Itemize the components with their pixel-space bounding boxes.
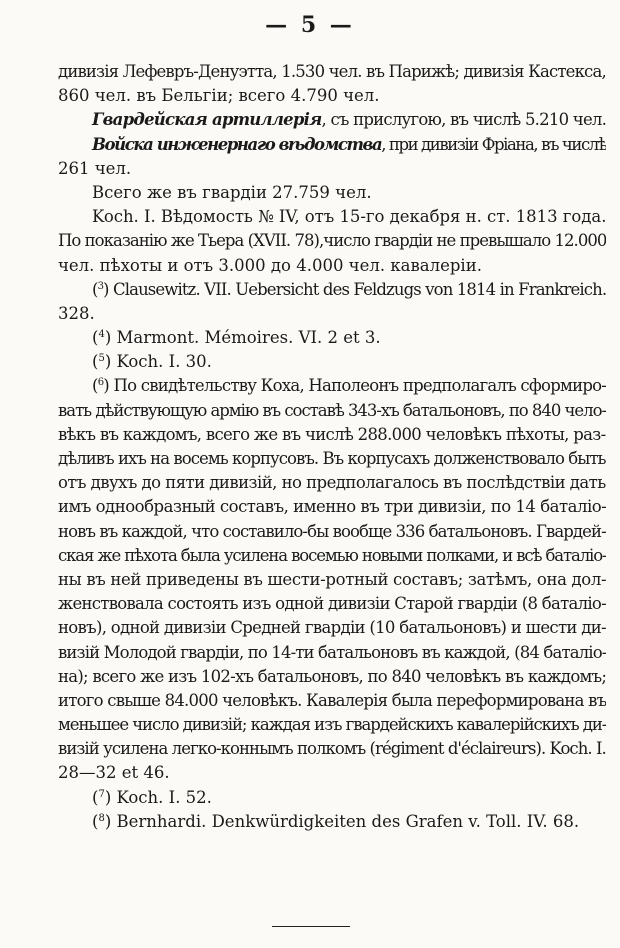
footnote-3: ($^3$) Clausewitz. VII. Uebersicht des Feldzugs von 1814 in Frankreich. [92, 279, 606, 299]
footnote-text: Marmont. Mémoires. VI. 2 et 3. [111, 328, 381, 348]
text-line: 28—32 et 46. [58, 763, 170, 783]
text-line: чел. пѣхоты и отъ 3.000 до 4.000 чел. кавалеріи. [58, 255, 482, 275]
footnote-text: Bernhardi. Denkwürdigkeiten des Grafen v. Toll. IV. 68. [111, 811, 580, 831]
footnote-marker: 5 [98, 353, 105, 365]
text-span: , съ прислугою, въ числѣ 5.210 чел. [321, 110, 606, 130]
footnote-marker: 6 [97, 377, 104, 389]
text-line: отъ двухъ до пяти дивизій, но предполагалось въ послѣдствіи дать [58, 473, 606, 493]
footnote-text: Clausewitz. VII. Uebersicht des Feldzugs von 1814 in Frankreich. [108, 279, 606, 299]
text-line: имъ однообразный составъ, именно въ три дивизіи, по 14 баталіо- [58, 497, 606, 517]
text-span: , при дивизіи Фріана, въ числѣ [381, 134, 606, 154]
text-line: новъ), одной дивизіи Средней гвардіи (10 батальоновъ) и шести ди- [58, 618, 606, 638]
footnote-marker: 8 [98, 812, 105, 824]
text-line: меньшее число дивизій; каждая изъ гвардейскихъ кавалерійскихъ ди- [58, 715, 606, 735]
footnote-7: ($^7$) Koch. I. 52. [92, 787, 212, 807]
footnote-marker: 4 [98, 329, 105, 341]
footnote-8: ($^8$) Bernhardi. Denkwürdigkeiten des Grafen v. Toll. IV. 68. [92, 811, 580, 831]
text-line: вать дѣйствующую армію въ составѣ 343-хъ батальоновъ, по 840 чело- [58, 400, 606, 420]
text-line: Всего же въ гвардіи 27.759 чел. [92, 182, 372, 202]
text-line: на); всего же изъ 102-хъ батальоновъ, по 840 человѣкъ въ каждомъ; [58, 666, 606, 686]
text-line: вѣкъ въ каждомъ, всего же въ числѣ 288.000 человѣкъ пѣхоты, раз- [58, 424, 606, 444]
footnote-6: ($^6$) По свидѣтельству Коха, Наполеонъ предполагалъ сформиро- [92, 376, 606, 396]
footnote-marker: 7 [98, 788, 105, 800]
text-line: визій Молодой гвардіи, по 14-ти батальоновъ въ каждой, (84 баталіо- [58, 642, 606, 662]
text-line: 328. [58, 303, 95, 323]
footnote-4: ($^4$) Marmont. Mémoires. VI. 2 et 3. [92, 328, 381, 348]
closing-rule [272, 926, 350, 927]
footnote-text: По свидѣтельству Коха, Наполеонъ предполагалъ сформиро- [108, 376, 606, 396]
page-body [58, 60, 606, 834]
text-line: дивизія Лефевръ-Денуэтта, 1.530 чел. въ Парижѣ; дивизія Кастекса, [58, 62, 606, 81]
text-line: По показанію же Тьера (XVII. 78),число гвардіи не превышало 12.000 [58, 231, 606, 251]
italic-heading: Гвардейская артиллерія [92, 110, 322, 130]
footnote-5: ($^5$) Koch. I. 30. [92, 352, 212, 372]
footnote-marker: 3 [97, 280, 104, 292]
footnote-text: Koch. I. 30. [111, 352, 212, 372]
text-line [58, 133, 606, 157]
text-line: новъ въ каждой, что составило-бы вообще 336 батальоновъ. Гвардей- [58, 521, 606, 541]
text-line: дѣливъ ихъ на восемь корпусовъ. Въ корпусахъ долженствовало быть [58, 449, 606, 468]
text-line: женствовала состоять изъ одной дивизіи Старой гвардіи (8 баталіо- [58, 594, 606, 614]
text-line: Koch. I. Вѣдомость № IV, отъ 15-го декабря н. ст. 1813 года. [92, 207, 606, 227]
footnote-text: Koch. I. 52. [111, 787, 212, 807]
text-line: ны въ ней приведены въ шести-ротный составъ; затѣмъ, она дол- [58, 569, 606, 589]
page-number: — 5 — [265, 12, 355, 38]
text-line: визій усилена легко-коннымъ полкомъ (régiment d'éclaireurs). Koch. I. [58, 739, 606, 759]
text-line: 860 чел. въ Бельгіи; всего 4.790 чел. [58, 86, 380, 106]
italic-heading: Войска инженернаго вѣдомства [92, 134, 382, 154]
text-line: ская же пѣхота была усилена восемью новыми полками, и всѣ баталіо- [58, 545, 606, 565]
text-line: 261 чел. [58, 158, 132, 178]
text-line [58, 108, 606, 132]
text-line: итого свыше 84.000 человѣкъ. Кавалерія была переформирована въ [58, 690, 606, 710]
